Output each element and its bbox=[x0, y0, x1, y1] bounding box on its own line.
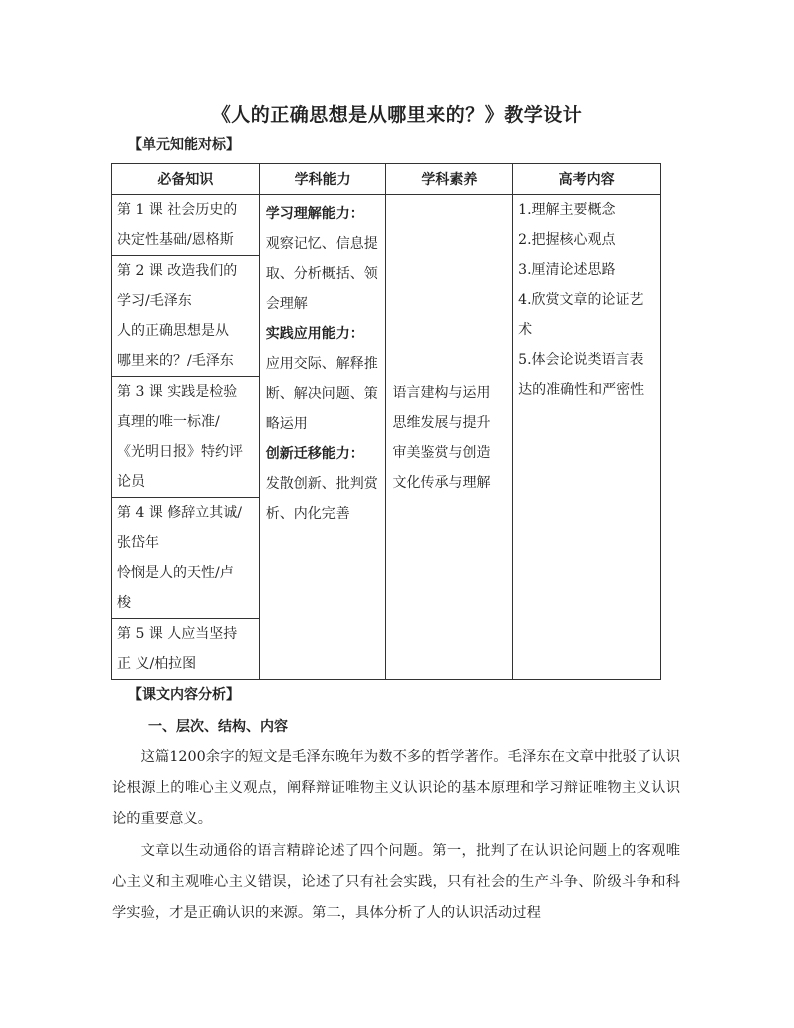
lesson-line: 哪里来的？/毛泽东 bbox=[117, 353, 234, 369]
exam-item: 3.厘清论述思路 bbox=[518, 262, 616, 278]
section-heading-analysis: 【课文内容分析】 bbox=[128, 687, 240, 703]
exam-item: 2.把握核心观点 bbox=[518, 232, 616, 248]
lesson-cell-5 bbox=[112, 619, 260, 680]
lesson-line: 真理的唯一标准/ bbox=[117, 414, 220, 430]
paragraph-2: 文章以生动通俗的语言精辟论述了四个问题。第一，批判了在认识论问题上的客观唯心主义和主观唯心主义错误，论述了只有社会实践，只有社会的生产斗争、阶级斗争和科学实验，才是正确认识的来源。第二，具体分析了人的认识活动过程 bbox=[112, 843, 680, 921]
section-heading-unit: 【单元知能对标】 bbox=[128, 137, 240, 153]
table-header-row bbox=[112, 164, 661, 195]
lesson-line: 决定性基础/恩格斯 bbox=[117, 232, 234, 248]
lesson-line: 梭 bbox=[117, 595, 131, 611]
lesson-line: 学习/毛泽东 bbox=[117, 293, 192, 309]
lesson-line: 论员 bbox=[117, 474, 145, 490]
exam-cell bbox=[513, 195, 661, 680]
lesson-line: 《光明日报》特约评 bbox=[117, 444, 243, 460]
ability-text: 应用交际、解释推断、解决问题、策略运用 bbox=[265, 356, 378, 432]
literacy-line: 文化传承与理解 bbox=[392, 475, 491, 491]
ability-text: 发散创新、批判赏析、内化完善 bbox=[265, 476, 378, 522]
literacy-line: 思维发展与提升 bbox=[392, 415, 491, 431]
lesson-line: 第 3 课 实践是检验 bbox=[117, 384, 238, 400]
header-exam: 高考内容 bbox=[513, 164, 661, 195]
lesson-line: 正 义/柏拉图 bbox=[117, 656, 197, 672]
header-knowledge: 必备知识 bbox=[112, 164, 260, 195]
lesson-cell-1 bbox=[112, 195, 260, 256]
lesson-line: 人的正确思想是从 bbox=[117, 323, 229, 339]
lesson-line: 第 2 课 改造我们的 bbox=[117, 263, 238, 279]
lesson-line: 第 1 课 社会历史的 bbox=[117, 202, 238, 218]
lesson-line: 第 5 课 人应当坚持 bbox=[117, 626, 238, 642]
knowledge-ability-table bbox=[111, 163, 661, 680]
lesson-cell-2 bbox=[112, 256, 260, 377]
subheading-structure: 一、层次、结构、内容 bbox=[148, 719, 288, 735]
exam-item: 4.欣赏文章的论证艺术 bbox=[518, 292, 644, 338]
lesson-cell-4 bbox=[112, 498, 260, 619]
exam-item: 1.理解主要概念 bbox=[518, 202, 616, 218]
literacy-line: 语言建构与运用 bbox=[392, 385, 491, 401]
ability-title: 创新迁移能力： bbox=[265, 446, 364, 462]
literacy-cell bbox=[386, 195, 513, 680]
lesson-line: 第 4 课 修辞立其诚/ bbox=[117, 505, 242, 521]
ability-cell bbox=[259, 195, 386, 680]
table-row bbox=[112, 195, 661, 256]
exam-item: 5.体会论说类语言表达的准确性和严密性 bbox=[518, 352, 645, 398]
paragraph-1: 这篇1200余字的短文是毛泽东晚年为数不多的哲学著作。毛泽东在文章中批驳了认识论根源上的唯心主义观点，阐释辩证唯物主义认识论的基本原理和学习辩证唯物主义认识论的重要意义。 bbox=[112, 749, 680, 827]
header-literacy: 学科素养 bbox=[386, 164, 513, 195]
document-title: 《人的正确思想是从哪里来的？》教学设计 bbox=[211, 104, 583, 126]
lesson-cell-3 bbox=[112, 377, 260, 498]
literacy-line: 审美鉴赏与创造 bbox=[392, 445, 491, 461]
lesson-line: 张岱年 bbox=[117, 535, 159, 551]
ability-text: 观察记忆、信息提取、分析概括、领会理解 bbox=[265, 236, 378, 312]
lesson-line: 怜悯是人的天性/卢 bbox=[117, 565, 234, 581]
ability-title: 实践应用能力： bbox=[265, 326, 364, 342]
header-ability: 学科能力 bbox=[259, 164, 386, 195]
ability-title: 学习理解能力： bbox=[265, 206, 364, 222]
